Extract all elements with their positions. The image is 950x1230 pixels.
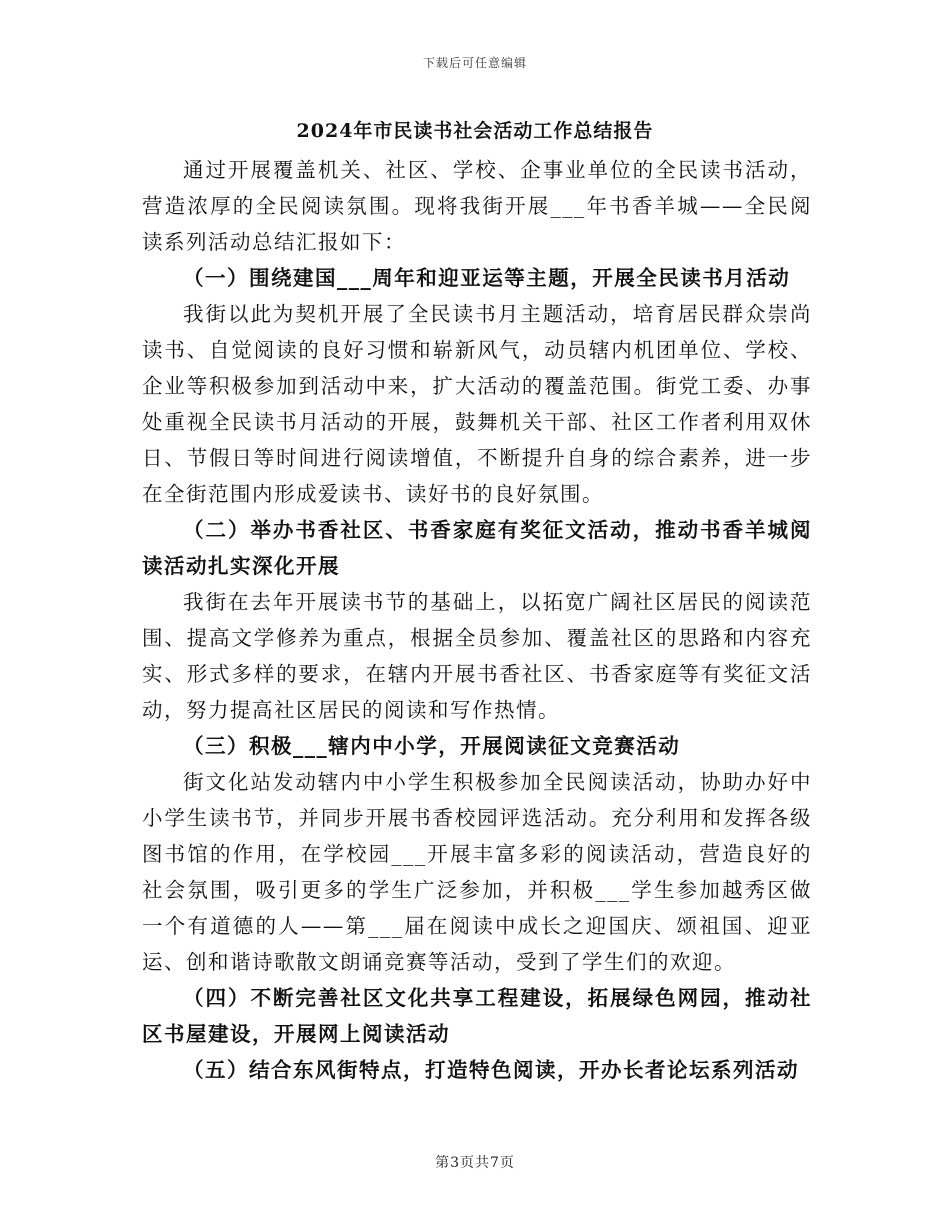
header-note: 下载后可任意编辑 — [422, 56, 527, 70]
page-title: 2024年市民读书社会活动工作总结报告 — [296, 120, 654, 142]
section-paragraph-2: 我街在去年开展读书节的基础上，以拓宽广阔社区居民的阅读范围、提高文学修养为重点，根据全员参加、覆盖社区的思路和内容充实、形式多样的要求，在辖内开展书香社区、书香家庭等有奖征文活动，努力提高社区居民的阅读和写作热情。 — [142, 590, 812, 722]
section-paragraph-1: 我街以此为契机开展了全民读书月主题活动，培育居民群众崇尚读书、自觉阅读的良好习惯和崭新风气，动员辖内机团单位、学校、企业等积极参加到活动中来，扩大活动的覆盖范围。街党工委、办事处重视全民读书月活动的开展，鼓舞机关干部、社区工作者利用双休日、节假日等时间进行阅读增值，不断提升自身的综合素养，进一步在全街范围内形成爱读书、读好书的良好氛围。 — [142, 302, 812, 506]
section-heading-3: （三）积极___辖内中小学，开展阅读征文竞赛活动 — [183, 734, 681, 758]
section-heading-4: （四）不断完善社区文化共享工程建设，拓展绿色网园，推动社区书屋建设，开展网上阅读活动 — [142, 986, 812, 1046]
document-body — [142, 152, 812, 1088]
section-paragraph-3: 街文化站发动辖内中小学生积极参加全民阅读活动，协助办好中小学生读书节，并同步开展书香校园评选活动。充分利用和发挥各级图书馆的作用，在学校园___开展丰富多彩的阅读活动，营造良好的社会氛围，吸引更多的学生广泛参加，并积极___学生参加越秀区做一个有道德的人——第___届在阅读中成长之迎国庆、颂祖国、迎亚运、创和谐诗歌散文朗诵竞赛等活动，受到了学生们的欢迎。 — [142, 770, 812, 974]
intro-paragraph: 通过开展覆盖机关、社区、学校、企事业单位的全民读书活动，营造浓厚的全民阅读氛围。现将我街开展___年书香羊城——全民阅读系列活动总结汇报如下： — [142, 158, 812, 254]
page-footer: 第3页共7页 — [435, 1155, 515, 1171]
section-heading-1: （一）围绕建国___周年和迎亚运等主题，开展全民读书月活动 — [183, 266, 791, 290]
section-heading-2: （二）举办书香社区、书香家庭有奖征文活动，推动书香羊城阅读活动扎实深化开展 — [142, 518, 812, 578]
section-heading-5: （五）结合东风街特点，打造特色阅读，开办长者论坛系列活动 — [183, 1058, 799, 1082]
